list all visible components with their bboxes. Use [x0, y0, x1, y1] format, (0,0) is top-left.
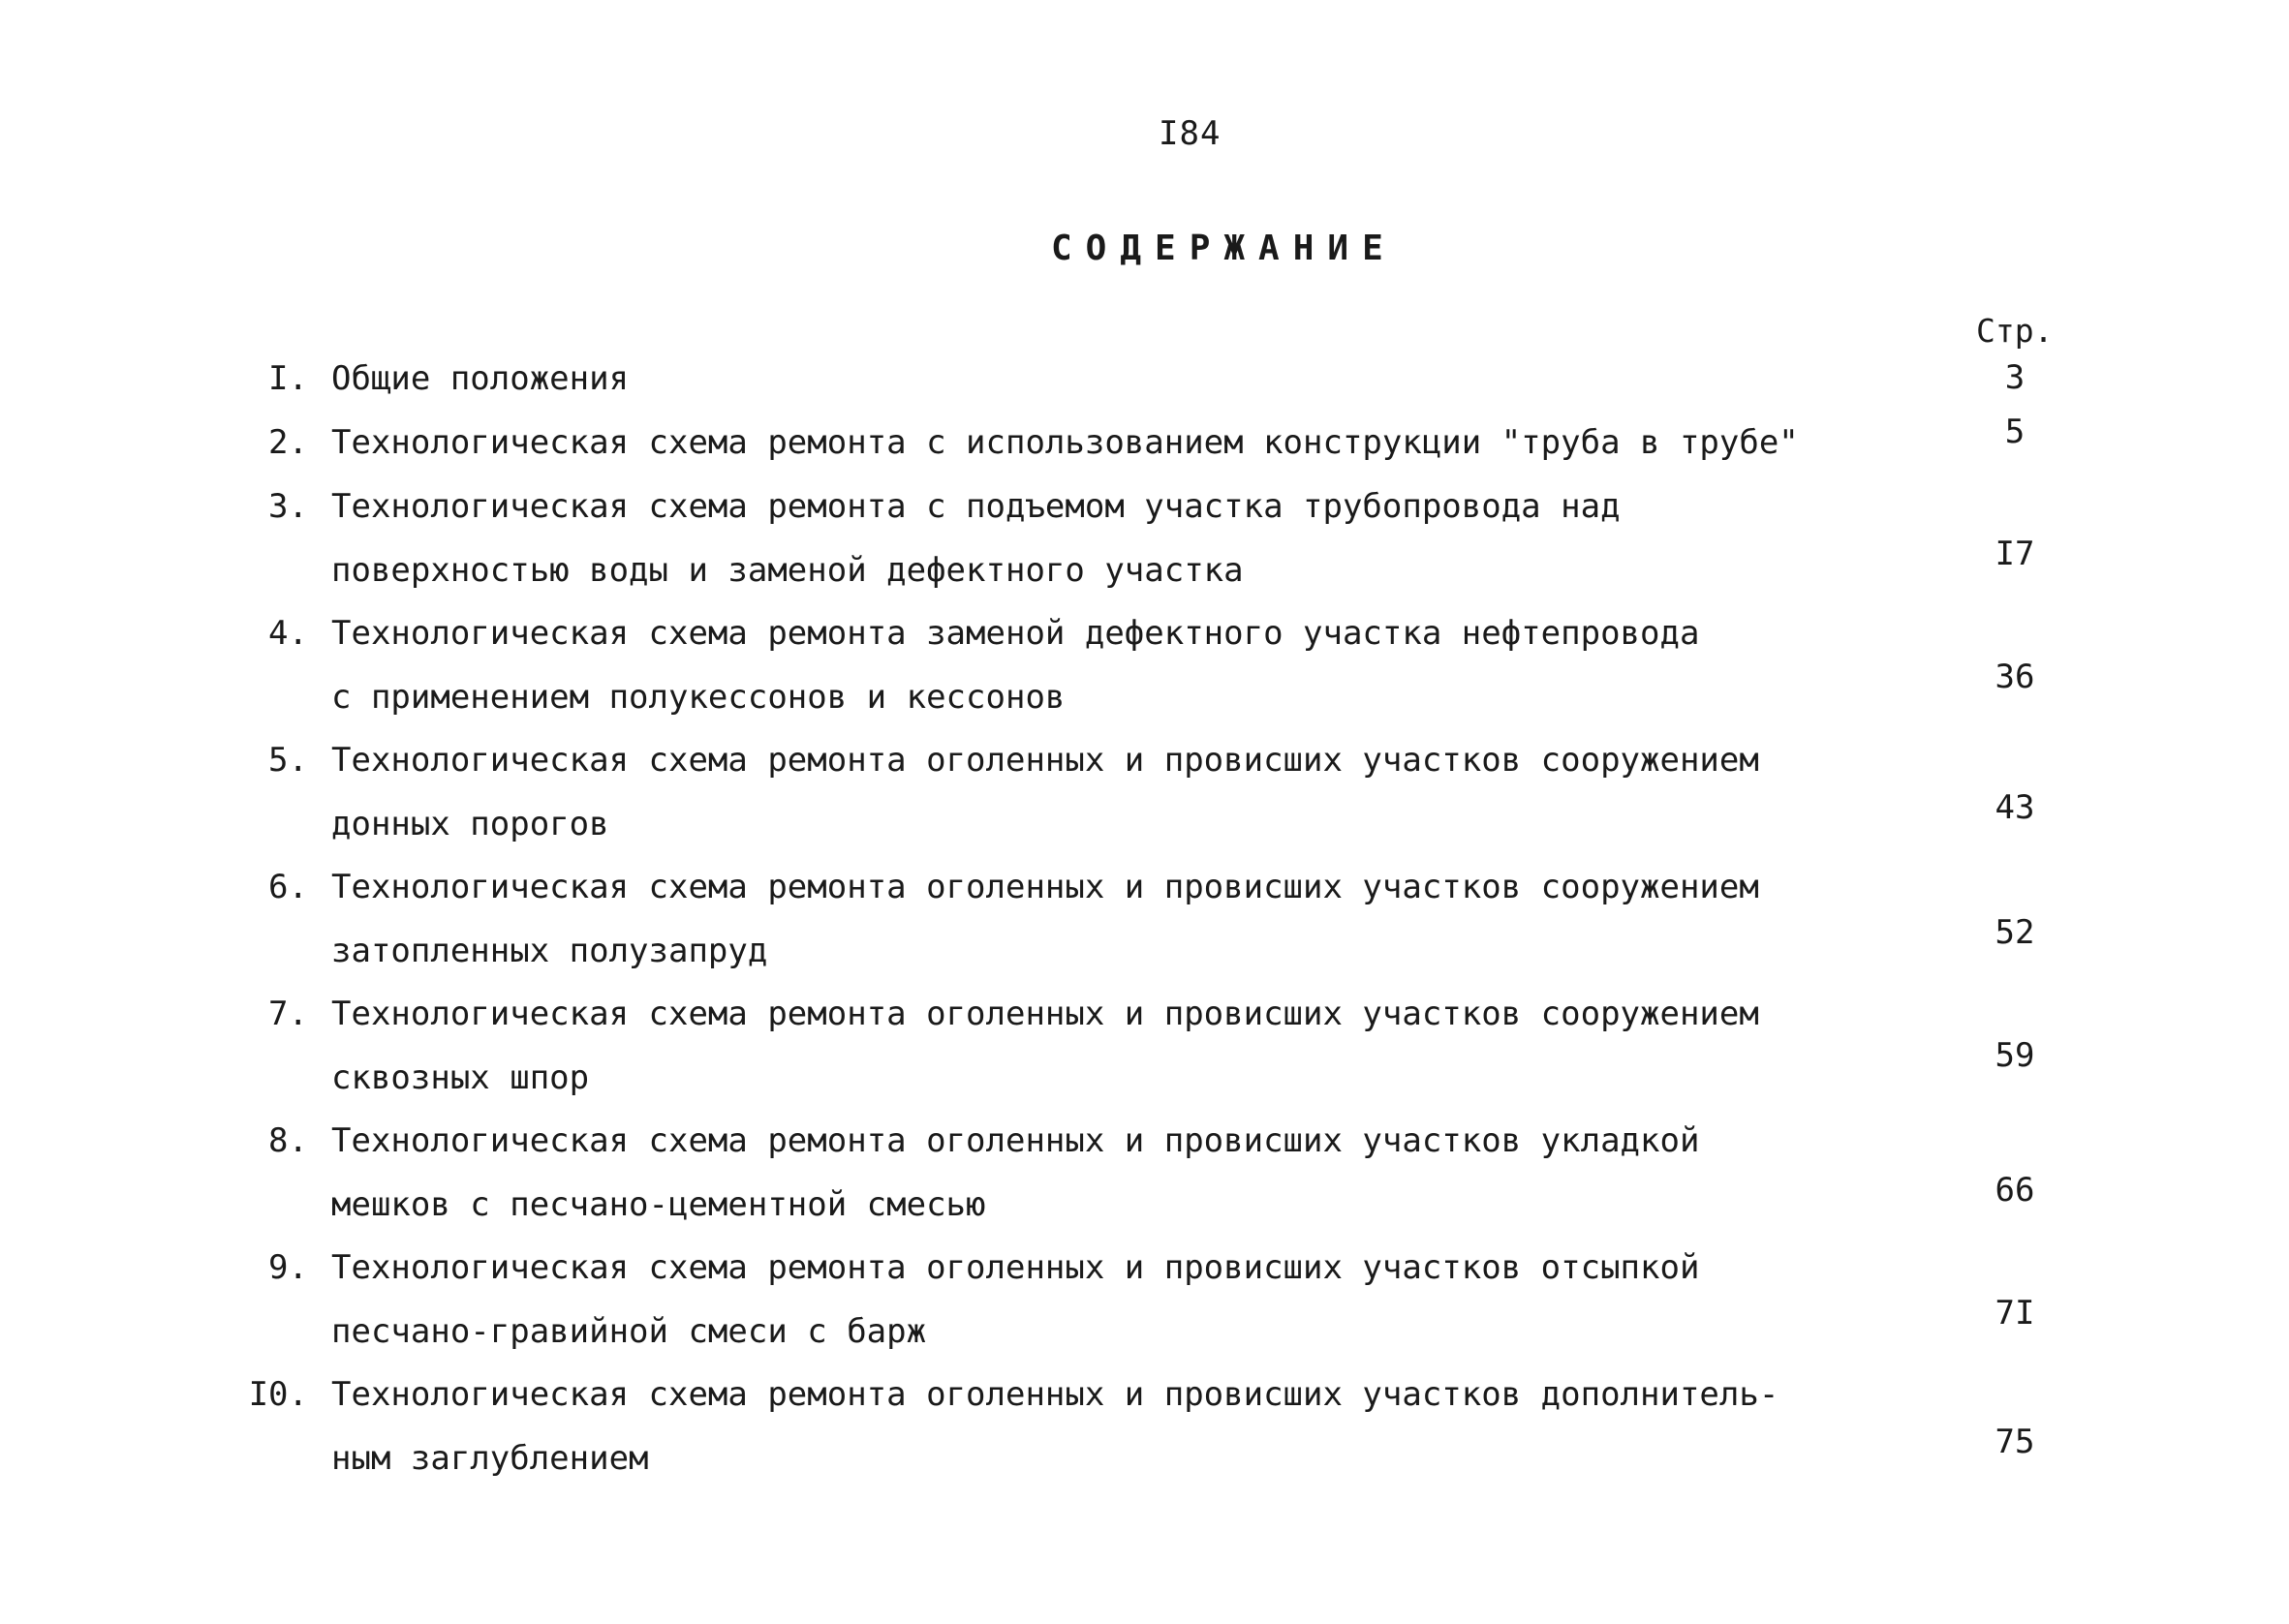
- entry-line: Технологическая схема ремонта оголенных и провисших участков дополнитель-: [331, 1375, 1779, 1414]
- page-column-header: Стр.: [1976, 312, 2054, 350]
- toc-entry: [0, 475, 2289, 591]
- toc-entry: [0, 1109, 2289, 1225]
- entry-title: [331, 855, 1804, 983]
- entry-title: [331, 1236, 1804, 1364]
- entry-line: Технологическая схема ремонта оголенных и провисших участков сооружением: [331, 741, 1759, 780]
- entry-title: [331, 1109, 1804, 1237]
- entry-number: 5.: [268, 741, 308, 780]
- page-number: I84: [1159, 114, 1222, 153]
- entry-line: сквозных шпор: [331, 1058, 590, 1097]
- entry-line: донных порогов: [331, 805, 609, 843]
- entry-line: с применением полукессонов и кессонов: [331, 678, 1066, 717]
- entry-line: мешков с песчано-цементной смесью: [331, 1185, 986, 1224]
- entry-number: 3.: [268, 487, 308, 526]
- toc-entry: [0, 1236, 2289, 1352]
- entry-line: Технологическая схема ремонта с подъемом участка трубопровода над: [331, 487, 1621, 526]
- entry-line: затопленных полузапруд: [331, 932, 768, 970]
- entry-line: Технологическая схема ремонта оголенных и провисших участков укладкой: [331, 1121, 1700, 1160]
- entry-number: I.: [268, 359, 308, 398]
- entry-number: 6.: [268, 868, 308, 906]
- entry-title: [331, 475, 1804, 602]
- toc-entry: [0, 982, 2289, 1098]
- toc-entry: [0, 855, 2289, 971]
- entry-title: [331, 728, 1804, 856]
- entry-number: 8.: [268, 1121, 308, 1160]
- entry-page: 52: [1995, 913, 2035, 952]
- entry-number: I0.: [248, 1375, 308, 1414]
- entry-line: Технологическая схема ремонта оголенных и провисших участков отсыпкой: [331, 1248, 1700, 1287]
- entry-line: поверхностью воды и заменой дефектного участка: [331, 551, 1244, 590]
- toc-entry: [0, 1363, 2289, 1479]
- entry-line: Технологическая схема ремонта оголенных и провисших участков сооружением: [331, 995, 1759, 1033]
- entry-line: Общие положения: [331, 359, 630, 398]
- entry-title: [331, 601, 1804, 729]
- entry-page: 59: [1995, 1036, 2035, 1075]
- entry-title: [331, 411, 1804, 475]
- toc-entry: [0, 728, 2289, 844]
- entry-line: ным заглублением: [331, 1439, 649, 1478]
- entry-number: 2.: [268, 423, 308, 462]
- entry-number: 9.: [268, 1248, 308, 1287]
- entry-line: песчано-гравийной смеси с барж: [331, 1312, 927, 1351]
- entry-line: Технологическая схема ремонта оголенных и провисших участков сооружением: [331, 868, 1759, 906]
- entry-page: 36: [1995, 658, 2035, 696]
- entry-title: [331, 982, 1804, 1110]
- entry-page: 66: [1995, 1171, 2035, 1210]
- entry-page: 3: [2004, 358, 2026, 397]
- entry-title: [331, 347, 1804, 411]
- entry-page: 43: [1995, 788, 2035, 827]
- toc-entry: [0, 601, 2289, 718]
- entry-line: Технологическая схема ремонта заменой дефектного участка нефтепровода: [331, 614, 1700, 653]
- page-title: СОДЕРЖАНИЕ: [1051, 229, 1397, 268]
- entry-page: I7: [1995, 535, 2035, 573]
- entry-page: 75: [1995, 1423, 2035, 1461]
- entry-title: [331, 1363, 1804, 1490]
- entry-page: 5: [2004, 413, 2026, 451]
- entry-number: 7.: [268, 995, 308, 1033]
- entry-number: 4.: [268, 614, 308, 653]
- entry-page: 7I: [1995, 1294, 2035, 1333]
- entry-line: Технологическая схема ремонта с использованием конструкции "труба в трубе": [331, 423, 1799, 462]
